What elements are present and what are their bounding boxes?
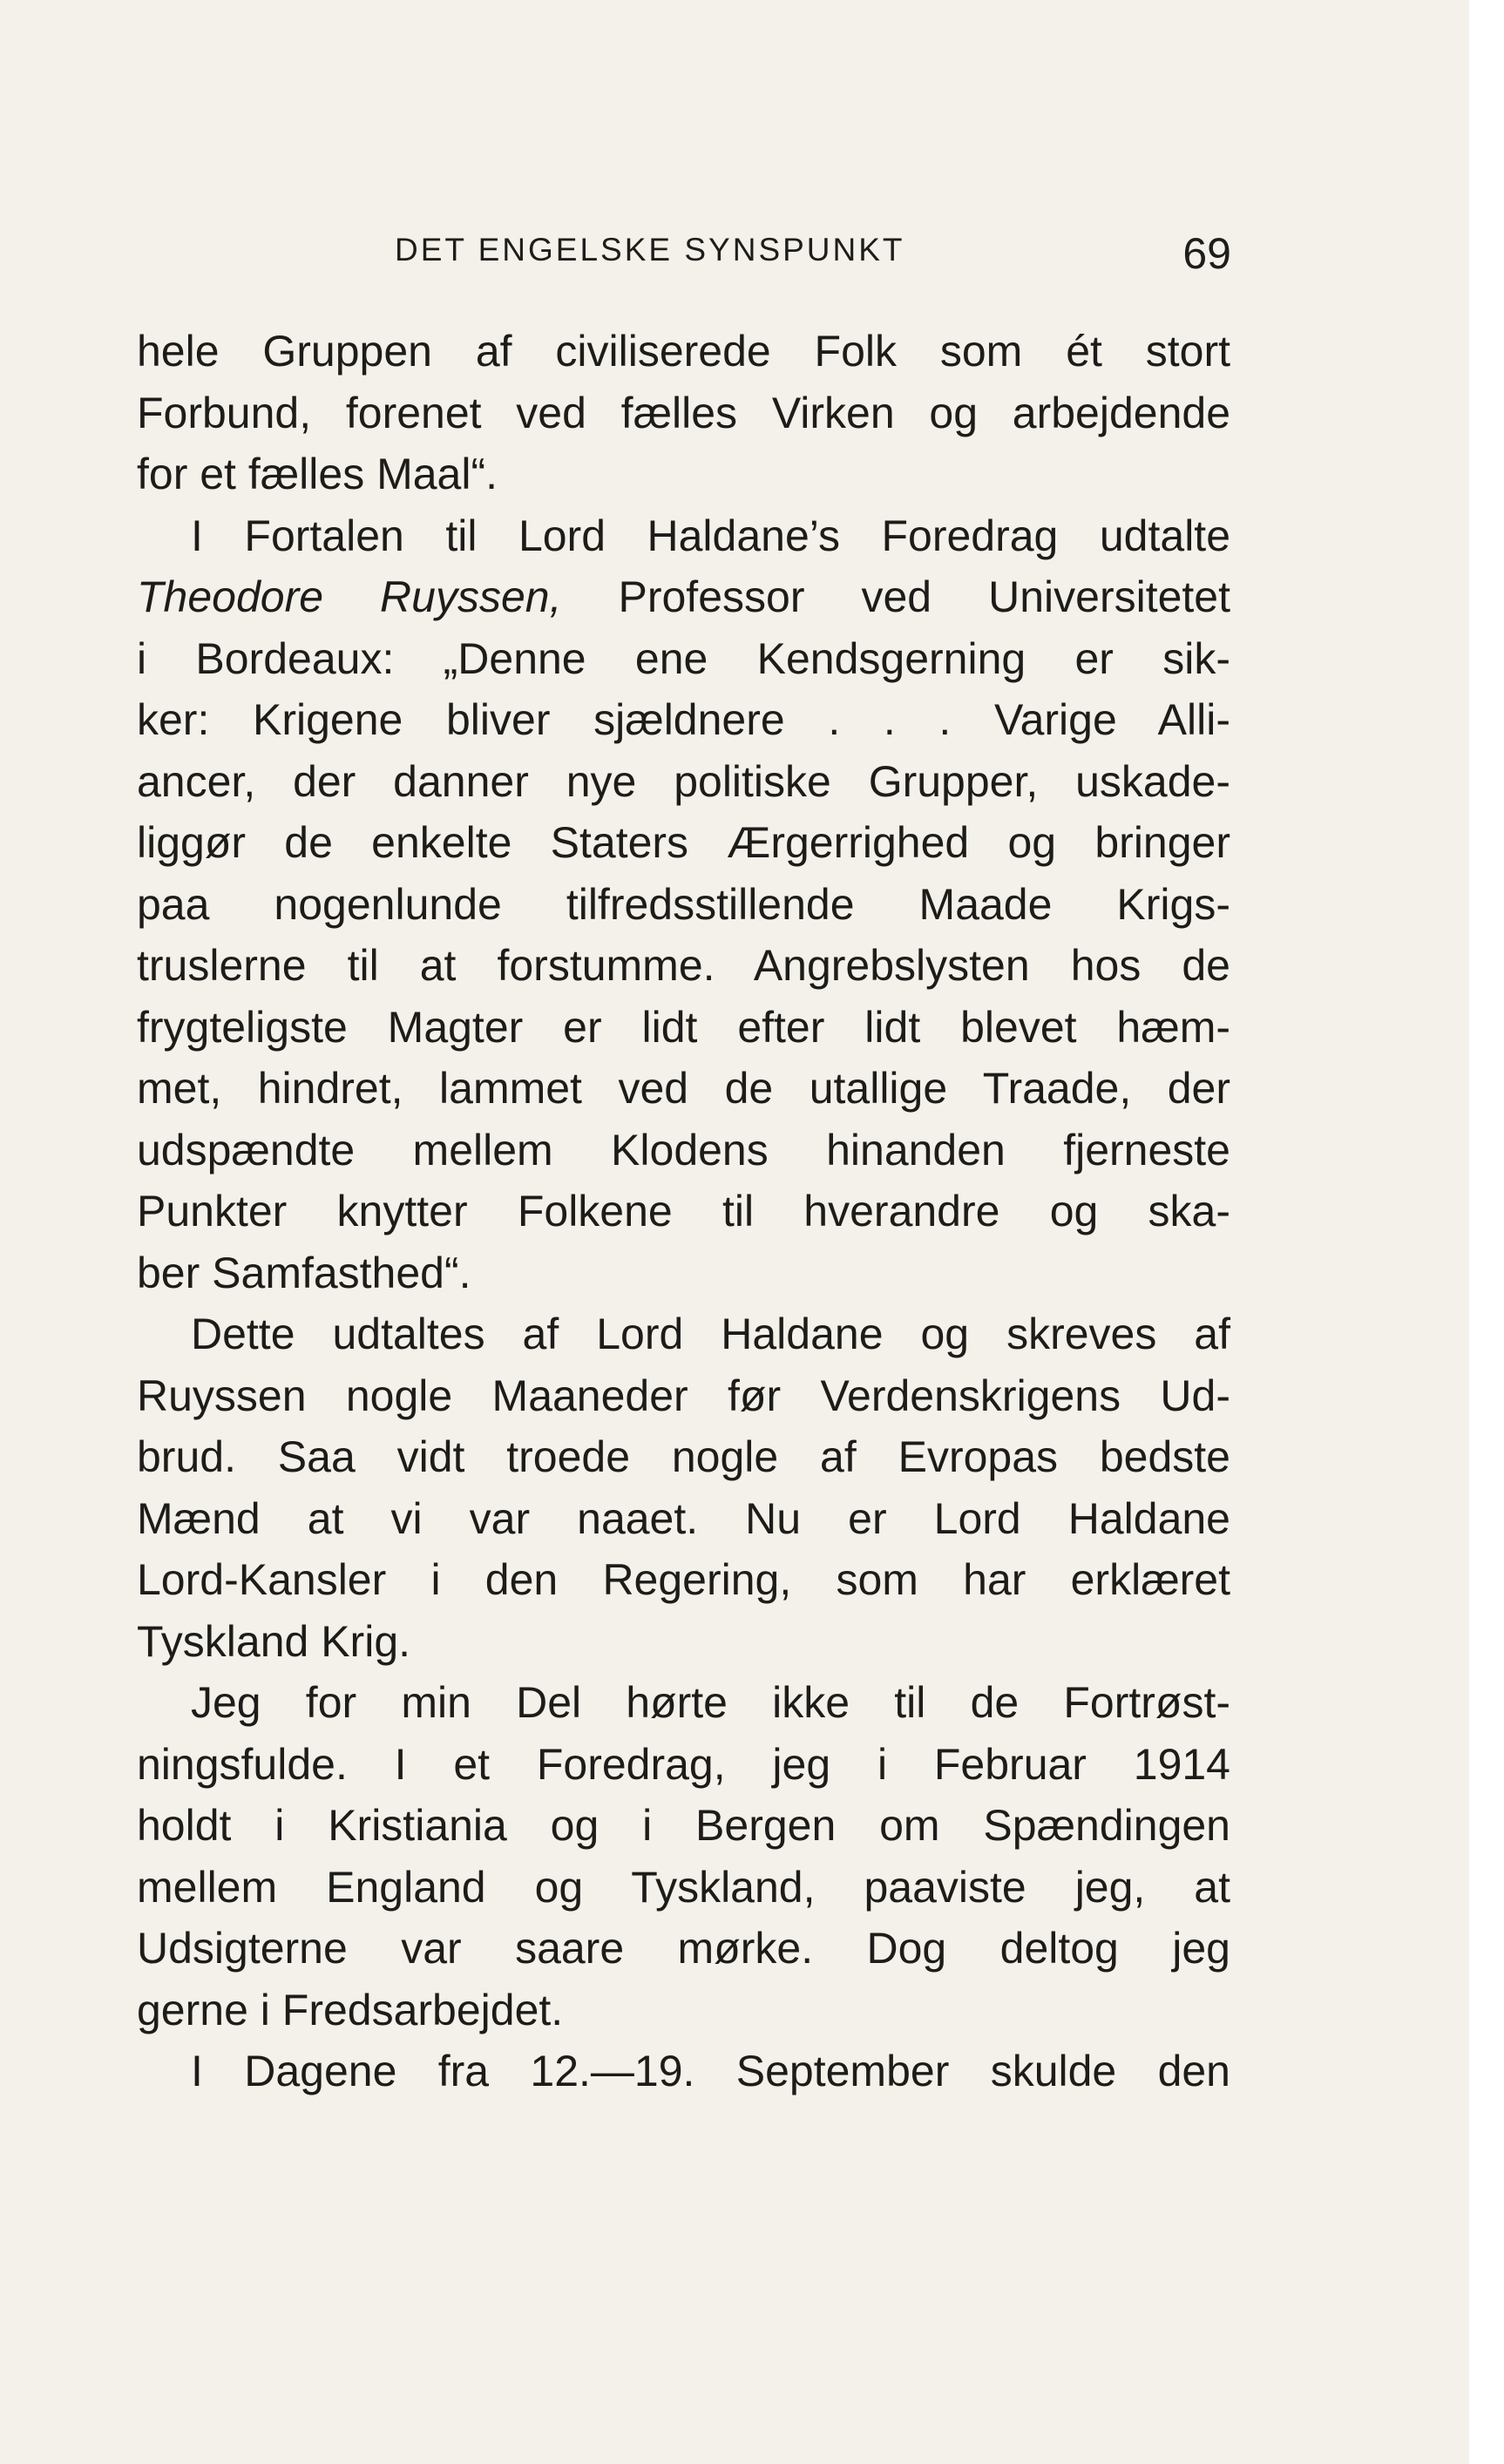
text-line: gerne i Fredsarbejdet. — [137, 1985, 564, 2034]
text-line: ker: Krigene bliver sjældnere . . . Varige Alli- — [137, 695, 1230, 744]
text-line: i Bordeaux: „Denne ene Kendsgerning er sik- — [137, 633, 1230, 683]
text-line: liggør de enkelte Staters Ærgerrighed og bringer — [137, 818, 1230, 867]
text-line: for et fælles Maal“. — [137, 450, 498, 498]
text-line: Udsigterne var saare mørke. Dog deltog jeg — [137, 1924, 1230, 1973]
text-line: ber Samfasthed“. — [137, 1248, 471, 1297]
text-line: I Dagene fra 12.—19. September skulde den — [191, 2047, 1230, 2095]
running-header — [395, 228, 1231, 281]
paragraph-1 — [137, 321, 1230, 505]
scan-margin — [1469, 0, 1504, 2464]
text-line: paa nogenlunde tilfredsstillende Maade Krigs- — [137, 879, 1230, 929]
text-line: met, hindret, lammet ved de utallige Traade, der — [137, 1064, 1230, 1113]
author-name: Theodore Ruyssen, — [137, 572, 562, 621]
paragraph-2 — [137, 505, 1230, 1304]
paragraph-4 — [137, 1672, 1230, 2041]
text-line: holdt i Kristiania og i Bergen om Spændingen — [137, 1801, 1230, 1850]
text-line: I Fortalen til Lord Haldane’s Foredrag udtalte — [191, 511, 1230, 560]
text-line: Jeg for min Del hørte ikke til de Fortrøst- — [191, 1678, 1230, 1727]
text-line: Punkter knytter Folkene til hverandre og ska- — [137, 1187, 1230, 1235]
text-line: hele Gruppen af civiliserede Folk som ét stort — [137, 327, 1230, 376]
text-line: Forbund, forenet ved fælles Virken og arbejdende — [137, 388, 1230, 437]
text-line: mellem England og Tyskland, paaviste jeg, at — [137, 1862, 1230, 1912]
text-line: frygteligste Magter er lidt efter lidt blevet hæm- — [137, 1002, 1230, 1052]
text-line: Ruyssen nogle Maaneder før Verdenskrigens Ud- — [137, 1371, 1230, 1420]
text-line: Dette udtaltes af Lord Haldane og skreves af — [191, 1310, 1230, 1358]
text-line-with-author — [137, 566, 1230, 628]
text-line: truslerne til at forstumme. Angrebslysten hos de — [137, 941, 1230, 990]
text-line: brud. Saa vidt troede nogle af Evropas bedste — [137, 1432, 1230, 1481]
text-line: ningsfulde. I et Foredrag, jeg i Februar 1914 — [137, 1739, 1230, 1789]
text-line-rest: Professor ved Universitetet — [618, 572, 1230, 621]
paragraph-5 — [137, 2041, 1230, 2102]
body-text — [137, 321, 1230, 2102]
paragraph-3 — [137, 1303, 1230, 1672]
running-title: DET ENGELSKE SYNSPUNKT — [395, 232, 905, 267]
text-line: Lord-Kansler i den Regering, som har erklæret — [137, 1555, 1230, 1604]
text-line: Tyskland Krig. — [137, 1616, 411, 1666]
text-line: udspændte mellem Klodens hinanden fjerneste — [137, 1125, 1230, 1174]
page-number: 69 — [1182, 229, 1231, 278]
text-line: ancer, der danner nye politiske Grupper, uskade- — [137, 756, 1230, 806]
text-line: Mænd at vi var naaet. Nu er Lord Haldane — [137, 1493, 1230, 1543]
